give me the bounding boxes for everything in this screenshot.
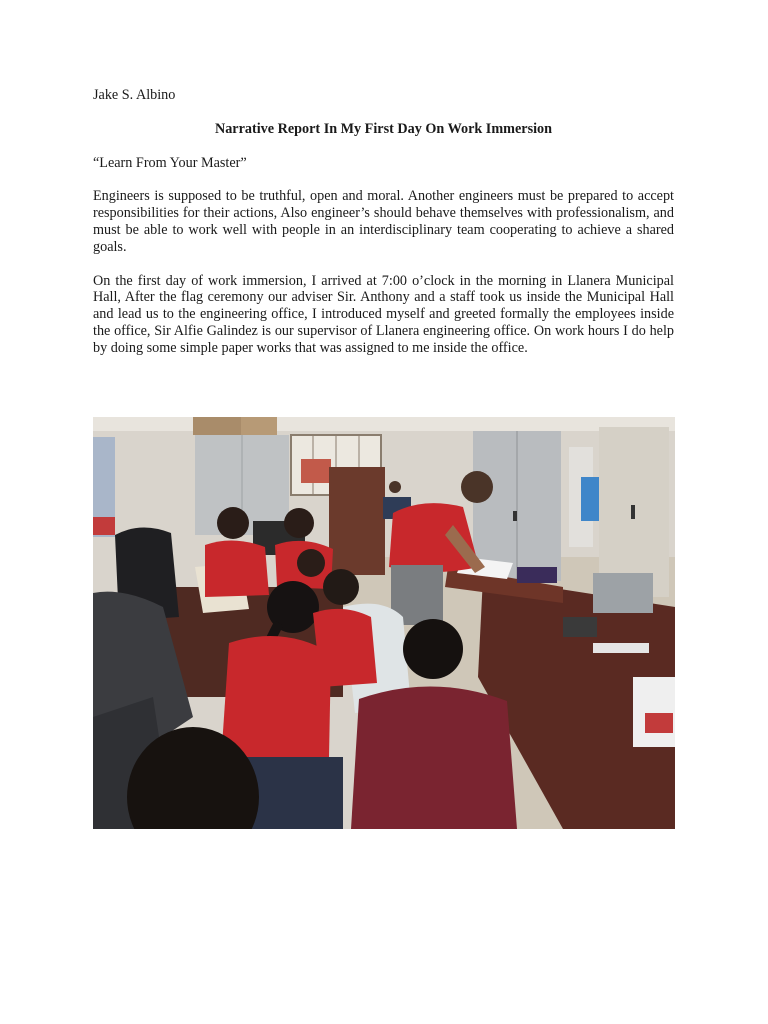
student-1: [205, 540, 269, 597]
student-back-head: [403, 619, 463, 679]
desk-monitor: [593, 573, 653, 613]
partition: [329, 467, 385, 575]
student-ponytail: [221, 636, 331, 761]
paragraph-1: Engineers is supposed to be truthful, open and moral. Another engineers must be prepared to accept responsibilities for their actions, Also engineer’s should behave themselves with professionalism, and must be able to work well with people in an interdisciplinary team cooperating to achieve a shared goals.: [93, 188, 674, 255]
document-body: [93, 87, 674, 374]
water-dispenser: [581, 477, 599, 521]
document-subtitle: “Learn From Your Master”: [93, 154, 247, 171]
office-photo-illustration: [93, 417, 675, 829]
supervisor-head: [461, 471, 493, 503]
student-back: [351, 686, 517, 829]
office-photo: [93, 417, 675, 829]
author-name: Jake S. Albino: [93, 87, 176, 103]
document-title: Narrative Report In My First Day On Work Immersion: [214, 120, 553, 137]
paragraph-2: On the first day of work immersion, I arrived at 7:00 o’clock in the morning in Llanera Municipal Hall, After the flag ceremony our adviser Sir. Anthony and a staff took us inside the Municipal Hall and lead us to the engineering office, I introduced myself and greeted formally the employees inside the office, Sir Alfie Galindez is our supervisor of Llanera engineering office. On work hours I do help by doing some simple paper works that was assigned to me inside the office.: [93, 272, 674, 356]
